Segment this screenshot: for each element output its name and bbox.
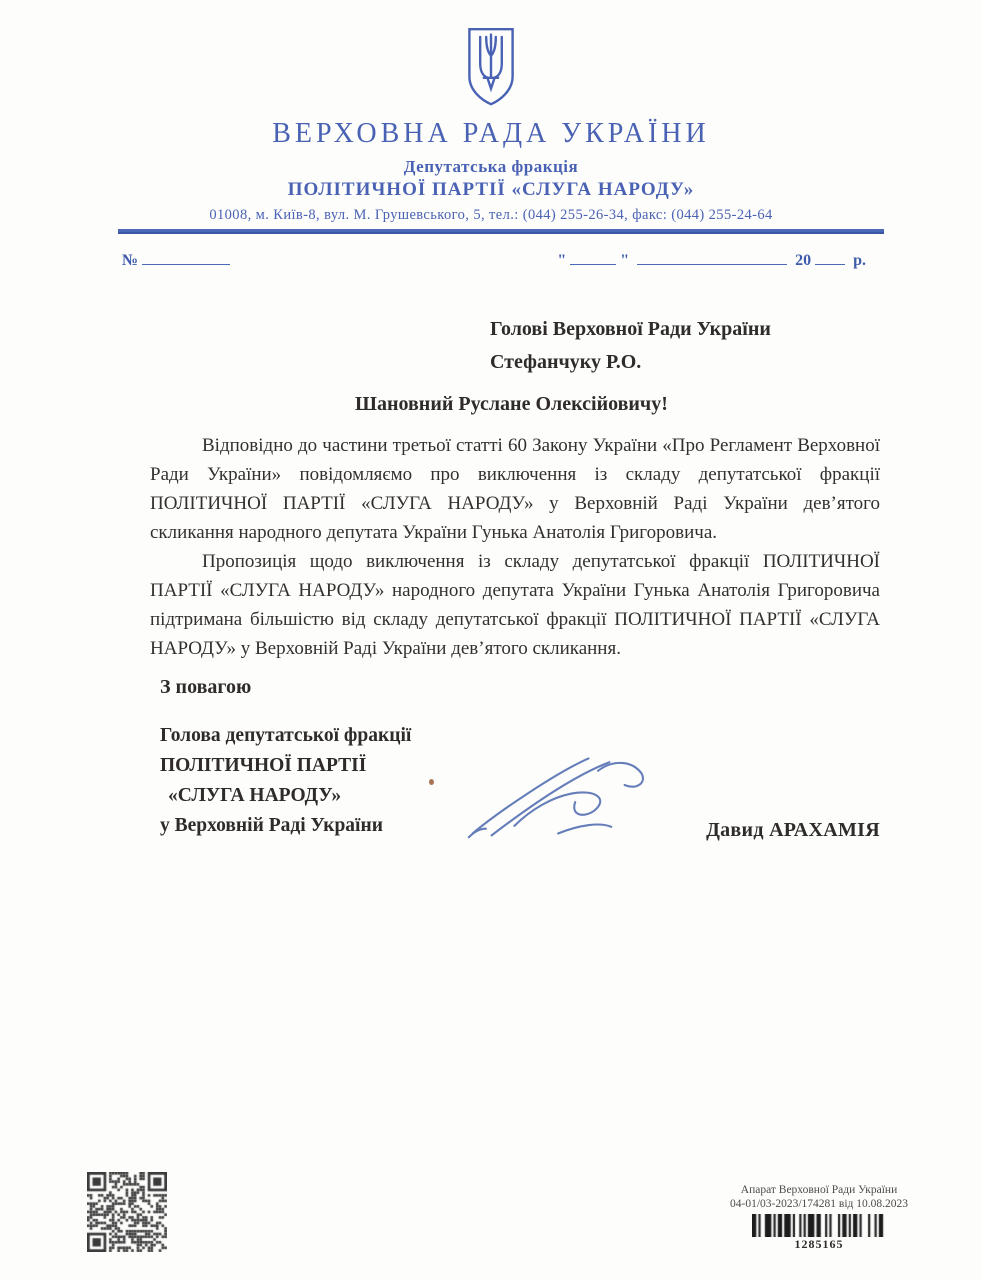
org-name: ВЕРХОВНА РАДА УКРАЇНИ	[272, 118, 710, 149]
signer-name: Давид АРАХАМІЯ	[706, 819, 880, 841]
open-quote: "	[557, 252, 567, 269]
date-field	[553, 251, 870, 270]
handwritten-signature	[465, 749, 655, 841]
recipient-title: Голові Верховної Ради України	[490, 318, 771, 340]
address-line: 01008, м. Київ-8, вул. М. Грушевського, 5, тел.: (044) 255-26-34, факс: (044) 255-24-64	[209, 207, 773, 223]
number-blank-line	[142, 251, 230, 265]
faction-line: Депутатська фракція	[403, 157, 579, 176]
reference-number-field	[122, 251, 230, 270]
number-label: №	[122, 252, 139, 269]
recipient-block	[490, 313, 982, 379]
barcode-number: 1285165	[794, 1237, 844, 1251]
registration-stamp	[724, 1184, 914, 1252]
month-blank-line	[637, 251, 787, 265]
qr-code	[87, 1172, 167, 1252]
signer-title-line4: у Верховній Раді України	[160, 815, 383, 836]
barcode	[752, 1214, 887, 1237]
reference-row	[0, 251, 982, 270]
stamp-registration-line: 04-01/03-2023/174281 від 10.08.2023	[729, 1197, 909, 1210]
year-suffix: р.	[853, 252, 866, 269]
closing-phrase: З повагою	[160, 676, 252, 698]
signer-title-line3: «СЛУГА НАРОДУ»	[168, 785, 342, 806]
signer-title-line1: Голова депутатської фракції	[160, 725, 412, 746]
letter-body	[150, 431, 880, 663]
year-prefix: 20	[795, 252, 812, 269]
signature-block	[160, 721, 882, 856]
ukraine-trident-emblem	[461, 26, 521, 108]
party-name-line: ПОЛІТИЧНОЇ ПАРТІЇ «СЛУГА НАРОДУ»	[287, 179, 695, 200]
stamp-office-line: Апарат Верховної Ради України	[740, 1184, 898, 1196]
signer-title-line2: ПОЛІТИЧНОЇ ПАРТІЇ	[160, 755, 367, 776]
salutation: Шановний Руслане Олексійовичу!	[355, 393, 668, 415]
close-quote: "	[620, 252, 630, 269]
day-blank-line	[570, 251, 616, 265]
recipient-name: Стефанчуку Р.О.	[490, 351, 642, 373]
letterhead	[0, 0, 982, 234]
header-divider-rule	[118, 229, 884, 234]
year-blank-line	[815, 251, 845, 265]
paragraph-2: Пропозиція щодо виключення із складу депутатської фракції ПОЛІТИЧНОЇ ПАРТІЇ «СЛУГА НАРОДУ» народного депутата України Гунька Анатолія Григоровича підтримана більшістю від складу депутатської фракції ПОЛІТИЧНОЇ ПАРТІЇ «СЛУГА НАРОДУ» у Верховній Раді України дев’ятого скликання.	[150, 551, 880, 659]
paragraph-1: Відповідно до частини третьої статті 60 Закону України «Про Регламент Верховної Ради України» повідомляємо про виключення із складу депутатської фракції ПОЛІТИЧНОЇ ПАРТІЇ «СЛУГА НАРОДУ» у Верховній Раді України дев’ятого скликання народного депутата України Гунька Анатолія Григоровича.	[150, 435, 880, 543]
